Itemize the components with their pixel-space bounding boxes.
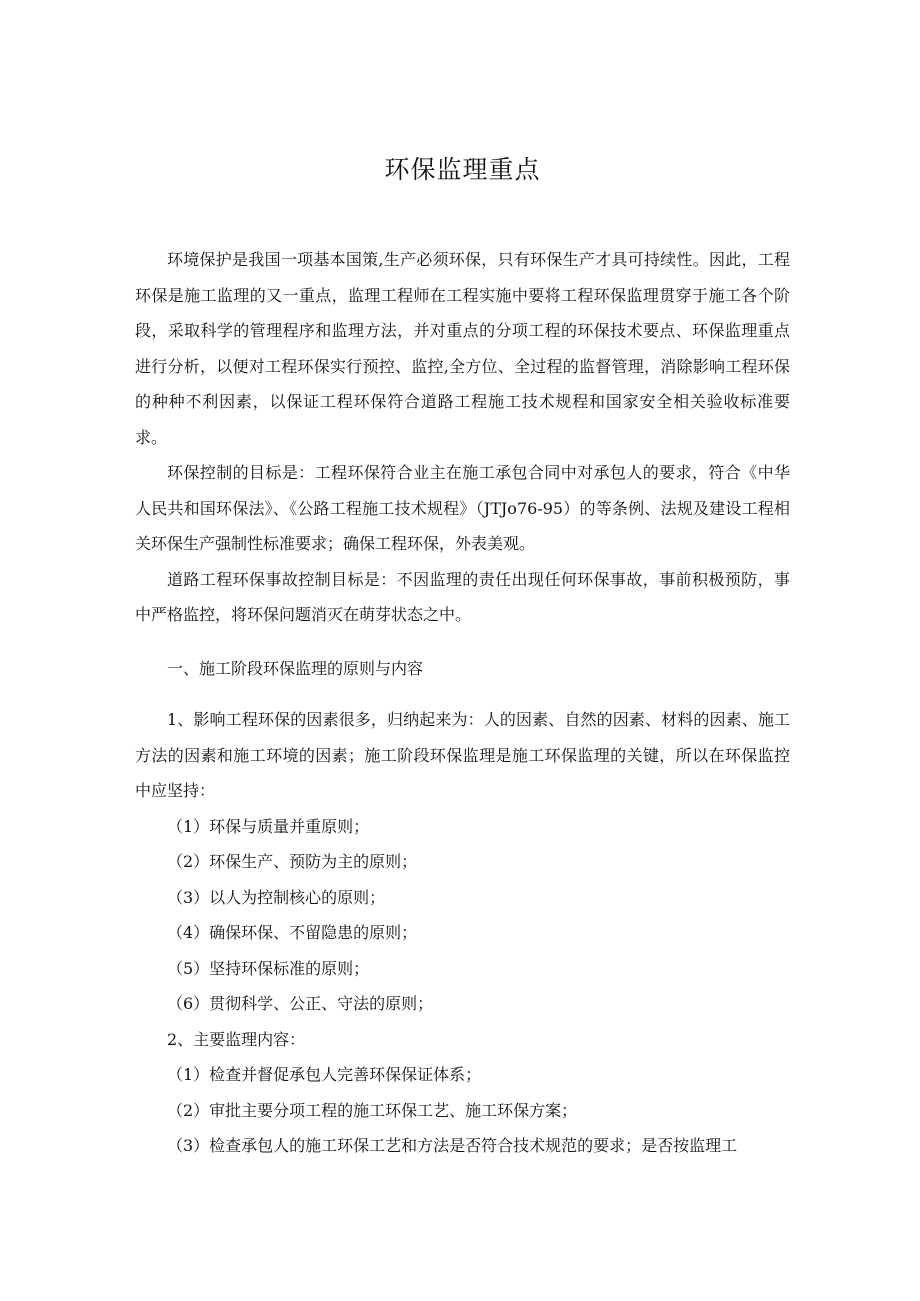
- point-1-paragraph: 1、影响工程环保的因素很多，归纳起来为：人的因素、自然的因素、材料的因素、施工方法的因素和施工环境的因素；施工阶段环保监理是施工环保监理的关键，所以在环保监控中应坚持：: [135, 710, 790, 800]
- list-item: （6）贯彻科学、公正、守法的原则；: [167, 994, 434, 1013]
- list-item: （2）审批主要分项工程的施工环保工艺、施工环保方案；: [167, 1100, 578, 1120]
- principles-list: [135, 809, 790, 1022]
- point-2-heading: 2、主要监理内容：: [167, 1029, 306, 1049]
- list-item: （3）检查承包人的施工环保工艺和方法是否符合技术规范的要求；是否按监理工: [167, 1136, 738, 1155]
- document-title: 环保监理重点: [384, 155, 541, 184]
- section-heading: 一、施工阶段环保监理的原则与内容: [167, 658, 424, 678]
- list-item: （3）以人为控制核心的原则；: [167, 887, 386, 907]
- list-item: （1）环保与质量并重原则；: [167, 816, 370, 836]
- contents-list: [135, 1057, 790, 1164]
- intro-paragraph: 环境保护是我国一项基本国策,生产必须环保，只有环保生产才具可持续性。因此，工程环保是施工监理的又一重点，监理工程师在工程实施中要将工程环保监理贯穿于施工各个阶段，采取科学的管理程序和监理方法，并对重点的分项工程的环保技术要点、环保监理重点进行分析，以便对工程环保实行预控、监控,全方位、全过程的监督管理，消除影响工程环保的种种不利因素，以保证工程环保符合道路工程施工技术规程和国家安全相关验收标准要求。: [135, 250, 790, 447]
- list-item: （2）环保生产、预防为主的原则；: [167, 852, 418, 871]
- accident-goal-paragraph: 道路工程环保事故控制目标是：不因监理的责任出现任何环保事故，事前积极预防，事中严格监控，将环保问题消灭在萌芽状态之中。: [135, 569, 790, 624]
- list-item: （5）坚持环保标准的原则；: [167, 958, 370, 978]
- control-goal-paragraph: 环保控制的目标是：工程环保符合业主在施工承包合同中对承包人的要求，符合《中华人民共和国环保法》、《公路工程施工技术规程》（JTJo76-95）的等条例、法规及建设工程相关环保生产强制性标准要求；确保工程环保，外表美观。: [135, 463, 790, 553]
- list-item: （1）检查并督促承包人完善环保保证体系；: [167, 1065, 482, 1084]
- list-item: （4）确保环保、不留隐患的原则；: [167, 923, 418, 942]
